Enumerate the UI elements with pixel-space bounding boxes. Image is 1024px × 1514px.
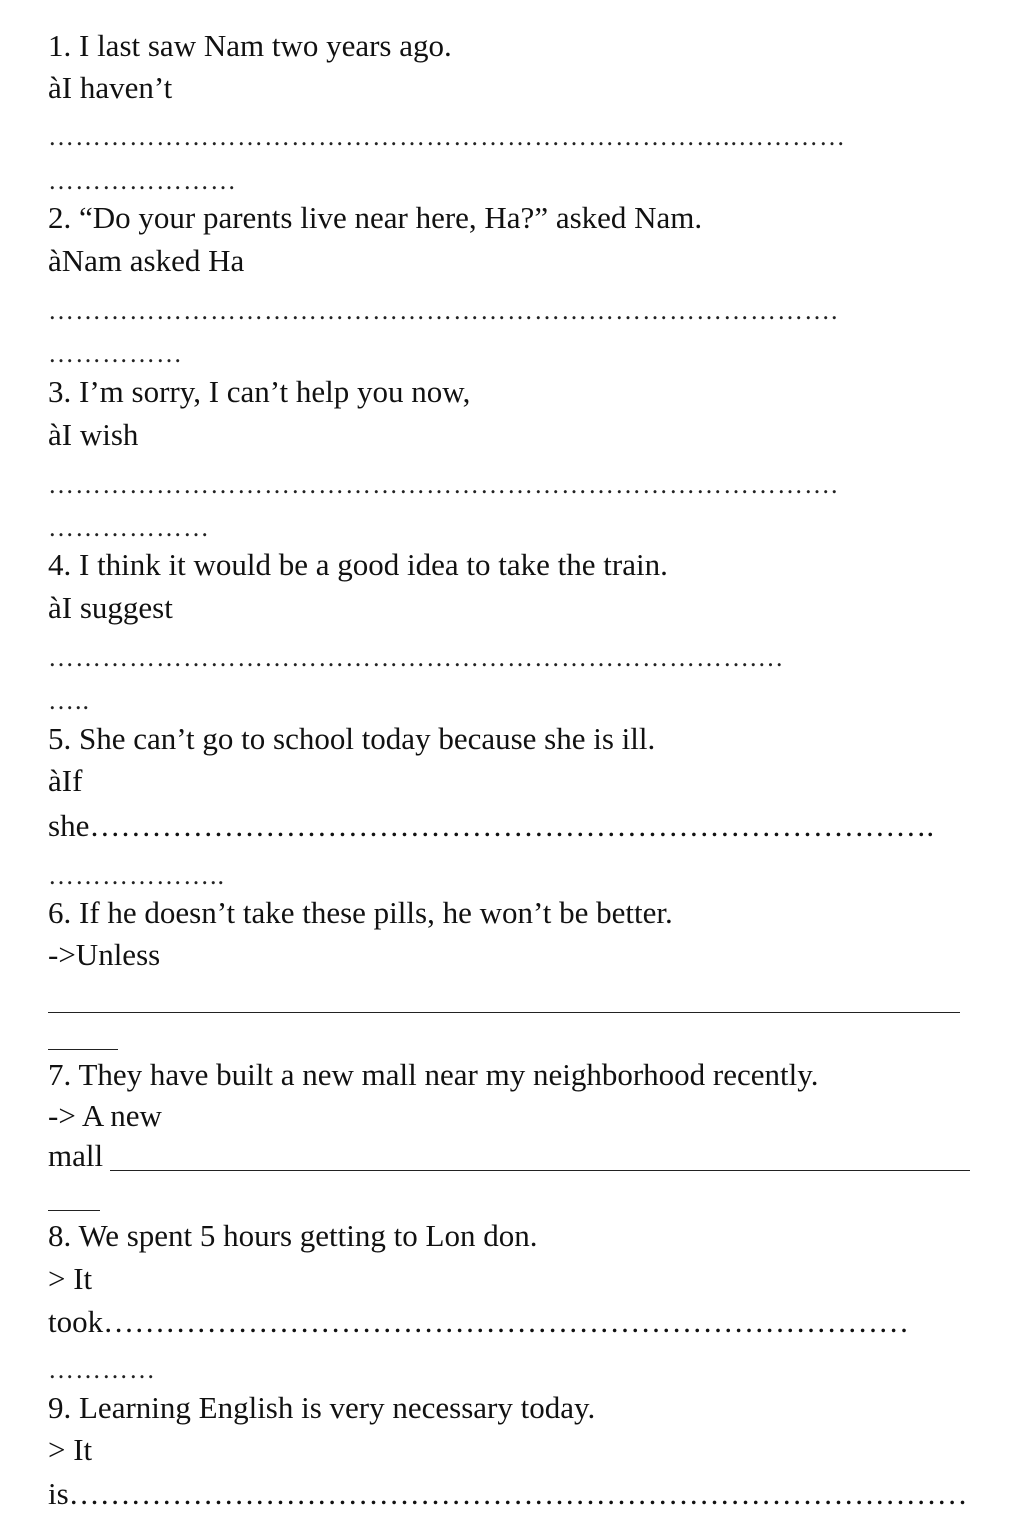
exercise-1-prompt: àI haven’t xyxy=(48,70,173,105)
exercise-6-answer-rule-cont xyxy=(48,1049,118,1050)
exercise-2-sentence: 2. “Do your parents live near here, Ha?” asked Nam. xyxy=(48,200,703,235)
exercise-4-sentence: 4. I think it would be a good idea to take the train. xyxy=(48,547,668,582)
exercise-7-prompt-cont: mall xyxy=(48,1138,104,1173)
exercise-4-prompt: àI suggest xyxy=(48,590,173,625)
exercise-2-answer-line-cont: …………… xyxy=(48,339,183,368)
exercise-6-answer-rule xyxy=(48,1012,960,1013)
exercise-6-prompt: ->Unless xyxy=(48,937,161,972)
exercise-1-sentence: 1. I last saw Nam two years ago. xyxy=(48,28,452,63)
exercise-2-answer-line: ……………………………………………………………………………. xyxy=(48,296,839,325)
exercise-5-answer-line-cont: ……………….. xyxy=(48,861,225,890)
exercise-7-sentence: 7. They have built a new mall near my neighborhood recently. xyxy=(48,1057,819,1092)
exercise-4-answer-line: …………………………………………………………………….… xyxy=(48,643,785,672)
exercise-9-prompt-cont: is…………………………………………………………………………… xyxy=(48,1476,968,1511)
exercise-9-sentence: 9. Learning English is very necessary today. xyxy=(48,1390,596,1425)
exercise-4-answer-line-cont: ….. xyxy=(48,686,90,715)
exercise-8-prompt: > It xyxy=(48,1261,93,1296)
exercise-8-prompt-cont: took…………………………………………………………………… xyxy=(48,1304,910,1339)
exercise-3-answer-line: ……………………………………………………………………………. xyxy=(48,470,839,499)
exercise-7-prompt: -> A new xyxy=(48,1098,162,1133)
exercise-8-answer-line-cont: ………… xyxy=(48,1355,156,1384)
exercise-1-answer-line: …………………………………………………………………..………… xyxy=(48,122,846,151)
exercise-5-prompt: àIf xyxy=(48,763,83,798)
exercise-3-answer-line-cont: ……………… xyxy=(48,513,210,542)
exercise-3-sentence: 3. I’m sorry, I can’t help you now, xyxy=(48,374,471,409)
exercise-5-prompt-cont: she………………………………………………………………………. xyxy=(48,808,935,843)
exercise-7-answer-rule-cont xyxy=(48,1210,100,1211)
exercise-2-prompt: àNam asked Ha xyxy=(48,243,245,278)
exercise-7-answer-rule xyxy=(110,1170,970,1171)
exercise-1-answer-line-cont: ………………… xyxy=(48,166,237,195)
exercise-8-sentence: 8. We spent 5 hours getting to Lon don. xyxy=(48,1218,538,1253)
exercise-3-prompt: àI wish xyxy=(48,417,139,452)
exercise-6-sentence: 6. If he doesn’t take these pills, he won’t be better. xyxy=(48,895,673,930)
exercise-9-prompt: > It xyxy=(48,1432,93,1467)
exercise-5-sentence: 5. She can’t go to school today because she is ill. xyxy=(48,721,656,756)
